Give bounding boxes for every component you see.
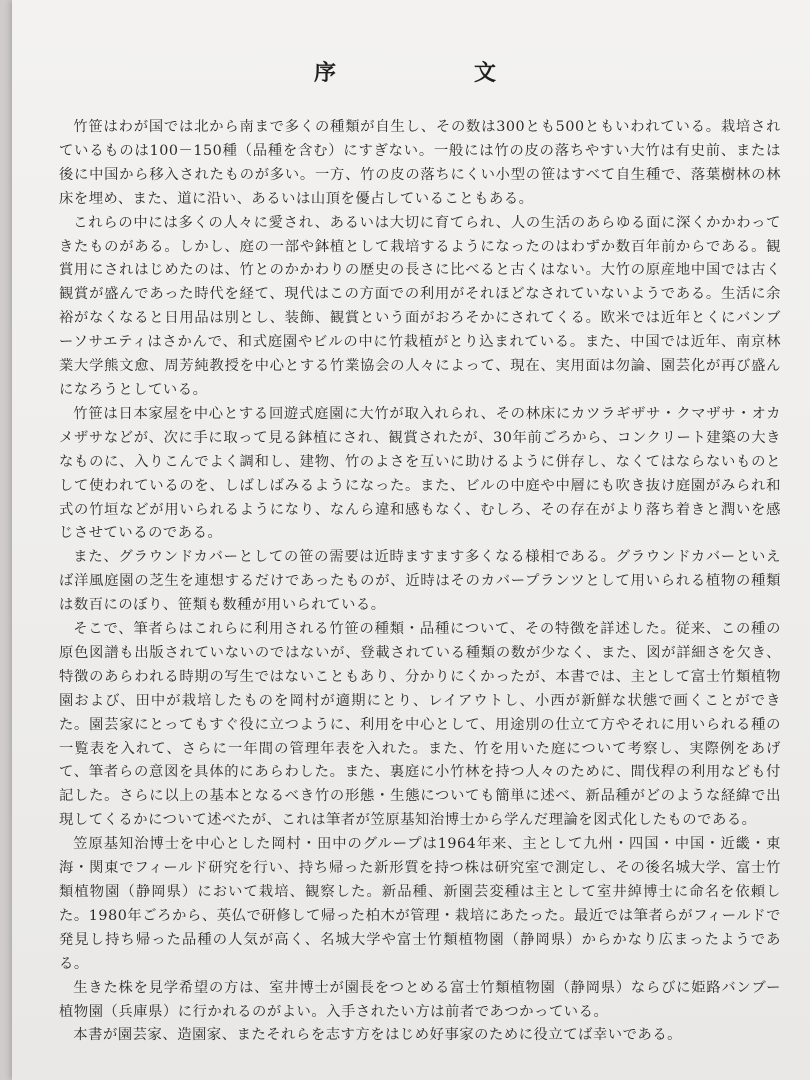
paragraph-5: そこで、筆者らはこれらに利用される竹笹の種類・品種について、その特徴を詳述した。従来、この種の原色図譜も出版されていないのではないが、登載されている種類の数が少なく、また、図が詳細さを欠き、特徴のあらわれる時期の写生ではないこともあり、分かりにくかったが、本書では、主として富士竹類植物園および、田中が栽培したものを岡村が適期にとり、レイアウトし、小西が新鮮な状態で画くことができた。園芸家にとってもすぐ役に立つように、利用を中心として、用途別の仕立て方やそれに用いられる種の一覧表を入れて、さらに一年間の管理年表を入れた。また、竹を用いた庭について考察し、実際例をあげて、筆者らの意図を具体的にあらわした。また、裏庭に小竹林を持つ人々のために、間伐稈の利用なども付記した。さらに以上の基本となるべき竹の形態・生態についても簡単に述べ、新品種がどのような経緯で出現してくるかについて述べたが、これは筆者が笠原基知治博士から学んだ理論を図式化したものである。 [59, 621, 781, 829]
preface-body [59, 116, 781, 1048]
paragraph-8: 本書が園芸家、造園家、またそれらを志す方をはじめ好事家のために役立てば幸いである。 [73, 1027, 683, 1044]
page-title: 序 文 [313, 60, 554, 86]
paragraph-7: 生きた株を見学希望の方は、室井博士が園長をつとめる富士竹類植物園（静岡県）ならびに姫路バンブー植物園（兵庫県）に行かれるのがよい。入手されたい方は前者であつかっている。 [59, 979, 781, 1020]
paragraph-3: 竹笹は日本家屋を中心とする回遊式庭園に大竹が取入れられ、その林床にカツラギザサ・クマザサ・オカメザサなどが、次に手に取って見る鉢植にされ、観賞されたが、30年前ごろから、コンクリート建築の大きなものに、入りこんでよく調和し、建物、竹のよさを互いに助けるように併存し、なくてはならないものとして使われているのを、しばしばみるようになった。また、ビルの中庭や中層にも吹き抜け庭園がみられ和式の竹垣などが用いられるようになり、なんら違和感もなく、むしろ、その存在がより落ち着きと潤いを感じさせているのである。 [59, 405, 781, 542]
paragraph-2: これらの中には多くの人々に愛され、あるいは大切に育てられ、人の生活のあらゆる面に深くかかわってきたものがある。しかし、庭の一部や鉢植として栽培するようになったのはわずか数百年前からである。観賞用にされはじめたのは、竹とのかかわりの歴史の長さに比べると古くはない。大竹の原産地中国では古く観賞が盛んであった時代を経て、現代はこの方面での利用がそれほどなされていないようである。生活に余裕がなくなると日用品は別とし、装飾、観賞という面がおろそかにされてくる。欧米では近年とくにバンブーソサエティはさかんで、和式庭園やビルの中に竹栽植がとり込まれている。また、中国では近年、南京林業大学熊文愈、周芳純教授を中心とする竹業協会の人々によって、現在、実用面は勿論、園芸化が再び盛んになろうとしている。 [59, 214, 781, 398]
paragraph-6: 笠原基知治博士を中心とした岡村・田中のグループは1964年来、主として九州・四国・中国・近畿・東海・関東でフィールド研究を行い、持ち帰った新形質を持つ株は研究室で測定し、その後名城大学、富士竹類植物園（静岡県）において栽培、観察した。新品種、新園芸変種は主として室井綽博士に命名を依頼した。1980年ごろから、英仏で研修して帰った柏木が管理・栽培にあたった。最近では筆者らがフィールドで発見し持ち帰った品種の人気が高く、名城大学や富士竹類植物園（静岡県）からかなり広まったようである。 [59, 836, 781, 972]
paragraph-1: 竹笹はわが国では北から南まで多くの種類が自生し、その数は300とも500ともいわれている。栽培されているものは100－150種（品種を含む）にすぎない。一般には竹の皮の落ちやすい大竹は有史前、または後に中国から移入されたものが多い。一方、竹の皮の落ちにくい小型の笹はすべて自生種で、落葉樹林の林床を埋め、また、道に沿い、あるいは山頂を優占していることもある。 [59, 119, 781, 207]
paragraph-4: また、グラウンドカバーとしての笹の需要は近時ますます多くなる様相である。グラウンドカバーといえば洋風庭園の芝生を連想するだけであったものが、近時はそのカバープランツとして用いられる植物の種類は数百にのぼり、笹類も数種が用いられている。 [59, 549, 781, 614]
